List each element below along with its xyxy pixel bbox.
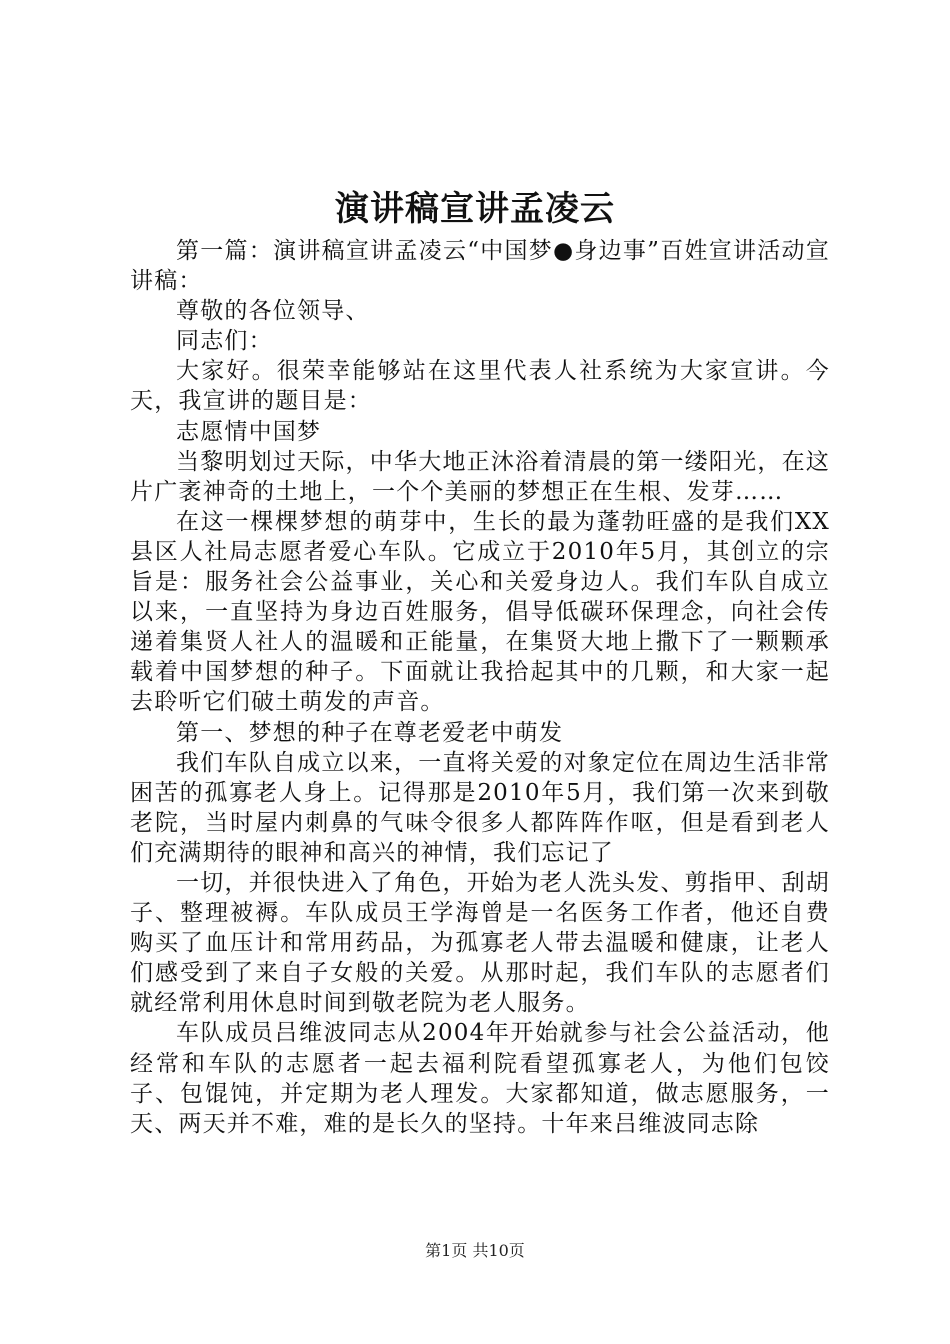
paragraph: 当黎明划过天际，中华大地正沐浴着清晨的第一缕阳光，在这片广袤神奇的土地上，一个个美丽的梦想正在生根、发芽…… [130,448,830,505]
document-body [130,236,830,1139]
paragraph: 尊敬的各位领导、 [176,298,370,325]
paragraph: 在这一棵棵梦想的萌芽中，生长的最为蓬勃旺盛的是我们XX县区人社局志愿者爱心车队。它成立于2010年5月，其创立的宗旨是：服务社会公益事业，关心和关爱身边人。我们车队自成立以来，一直坚持为身边百姓服务，倡导低碳环保理念，向社会传递着集贤人社人的温暖和正能量，在集贤大地上撒下了一颗颗承载着中国梦想的种子。下面就让我拾起其中的几颗，和大家一起去聆听它们破土萌发的声音。 [130,508,830,716]
paragraph: 同志们： [176,328,273,355]
paragraph: 我们车队自成立以来，一直将关爱的对象定位在周边生活非常困苦的孤寡老人身上。记得那是2010年5月，我们第一次来到敬老院，当时屋内刺鼻的气味令很多人都阵阵作呕，但是看到老人们充满期待的眼神和高兴的神情，我们忘记了 [130,749,830,866]
page-number-footer: 第1页 共10页 [425,1241,525,1260]
paragraph: 志愿情中国梦 [176,418,322,445]
paragraph: 一切，并很快进入了角色，开始为老人洗头发、剪指甲、刮胡子、整理被褥。车队成员王学海曾是一名医务工作者，他还自费购买了血压计和常用药品，为孤寡老人带去温暖和健康，让老人们感受到了来自子女般的关爱。从那时起，我们车队的志愿者们就经常利用休息时间到敬老院为老人服务。 [130,869,830,1017]
paragraph: 第一篇：演讲稿宣讲孟凌云“中国梦●身边事”百姓宣讲活动宣讲稿： [130,238,830,295]
document-title: 演讲稿宣讲孟凌云 [335,189,615,229]
section-heading: 第一、梦想的种子在尊老爱老中萌发 [176,719,564,746]
paragraph: 大家好。很荣幸能够站在这里代表人社系统为大家宣讲。今天，我宣讲的题目是： [130,358,830,415]
paragraph: 车队成员吕维波同志从2004年开始就参与社会公益活动，他经常和车队的志愿者一起去福利院看望孤寡老人，为他们包饺子、包馄饨，并定期为老人理发。大家都知道，做志愿服务，一天、两天并不难，难的是长久的坚持。十年来吕维波同志除 [130,1020,830,1137]
